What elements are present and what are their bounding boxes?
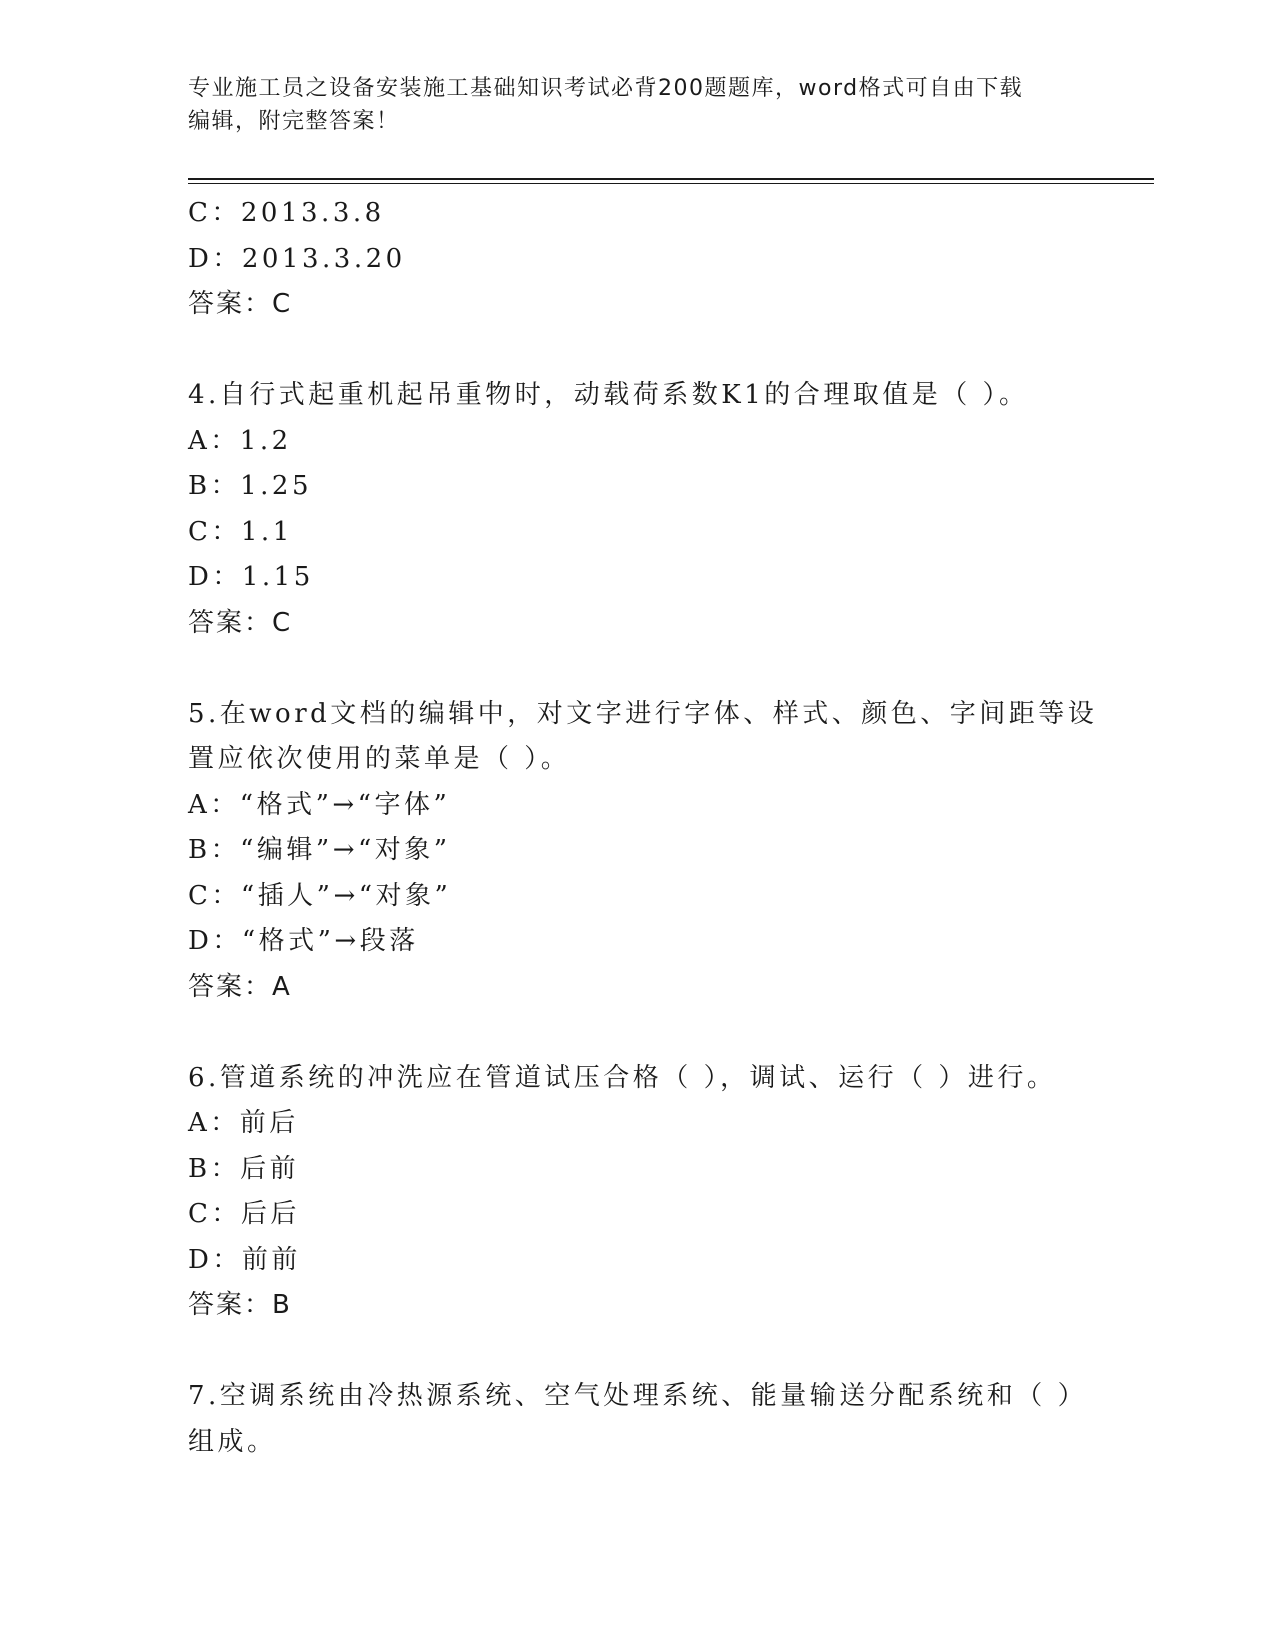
answer: 答案：C [188, 289, 293, 319]
answer: 答案：A [188, 971, 292, 1002]
option-d: D：2013.3.20 [188, 243, 406, 274]
option-b: B：后前 [188, 1153, 300, 1184]
option-b: B：“编辑”→“对象” [188, 835, 451, 865]
answer: 答案：B [188, 1290, 292, 1320]
header-line-2: 编辑，附完整答案！ [188, 109, 400, 134]
spacer [188, 328, 1088, 374]
spacer [188, 646, 1088, 692]
option-a: A：1.2 [188, 425, 292, 456]
document-header [188, 72, 1068, 138]
option-a: A：“格式”→“字体” [188, 789, 451, 820]
header-divider-thin [188, 183, 1154, 184]
option-c: C：后后 [188, 1199, 300, 1229]
spacer [188, 1010, 1088, 1056]
question-5 [188, 692, 1098, 1011]
question-4 [188, 373, 1088, 646]
option-d: D：1.15 [188, 562, 314, 592]
option-d: D：“格式”→段落 [188, 926, 419, 956]
question-text-line-2: 组成。 [188, 1426, 277, 1457]
answer: 答案：C [188, 607, 293, 638]
question-list [188, 191, 1098, 1465]
header-divider-thick [188, 178, 1154, 180]
option-c: C：1.1 [188, 516, 293, 547]
question-text-line-1: 5.在word文档的编辑中，对文字进行字体、样式、颜色、字间距等设 [188, 698, 1098, 729]
option-a: A：前后 [188, 1108, 299, 1138]
option-d: D：前前 [188, 1244, 301, 1275]
question-6 [188, 1056, 1088, 1329]
option-c: C：2013.3.8 [188, 198, 385, 228]
option-b: B：1.25 [188, 471, 312, 501]
option-c: C：“插人”→“对象” [188, 880, 452, 911]
spacer [188, 1329, 1088, 1375]
question-7 [188, 1374, 1088, 1465]
question-3 [188, 191, 1088, 328]
header-line-1: 专业施工员之设备安装施工基础知识考试必背200题题库，word格式可自由下载 [188, 76, 1024, 101]
question-text-line-2: 置应依次使用的菜单是（ ）。 [188, 744, 571, 774]
question-text: 4.自行式起重机起吊重物时，动载荷系数K1的合理取值是（ ）。 [188, 380, 1029, 410]
question-text: 6.管道系统的冲洗应在管道试压合格（ ），调试、运行（ ）进行。 [188, 1062, 1057, 1093]
question-text-line-1: 7.空调系统由冷热源系统、空气处理系统、能量输送分配系统和（ ） [188, 1381, 1088, 1411]
